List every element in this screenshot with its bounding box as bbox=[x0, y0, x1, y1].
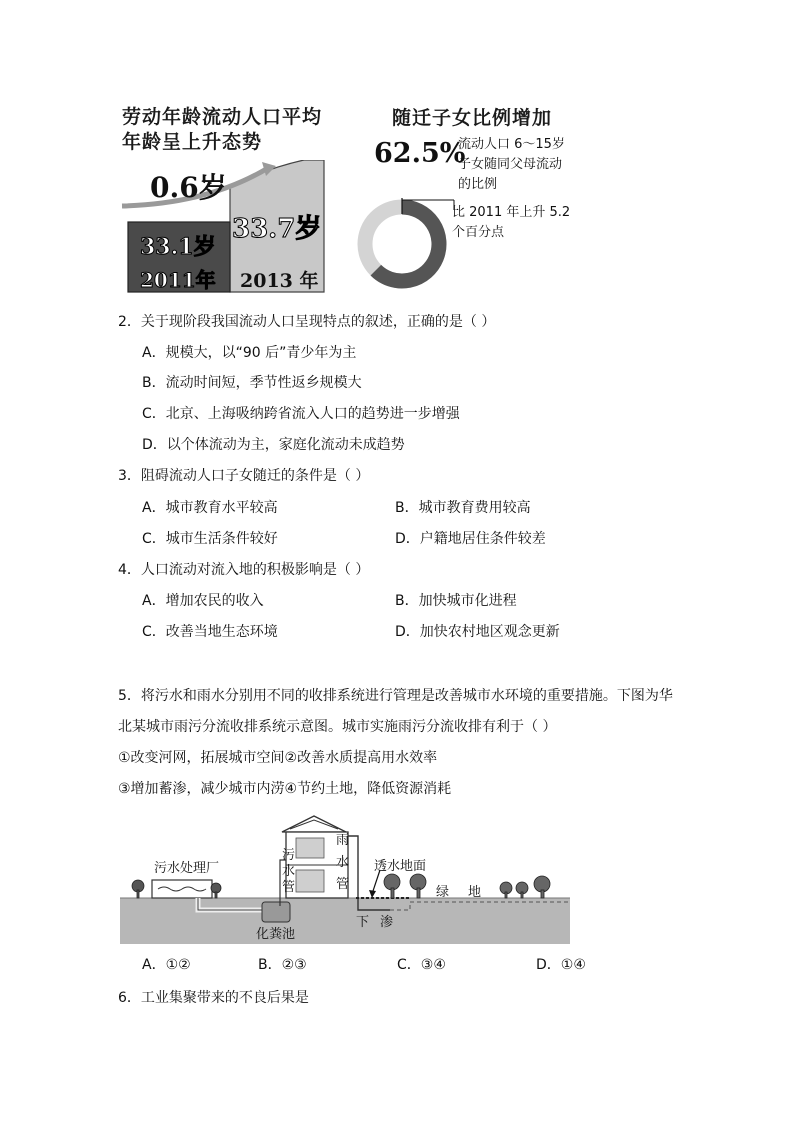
figure-age-title-line1: 劳动年龄流动人口平均 bbox=[122, 106, 323, 128]
question-5-statements-line2: ③增加蓄渗，减少城市内涝④节约土地，降低资源消耗 bbox=[118, 781, 452, 797]
green-space-label-1: 绿 bbox=[436, 885, 450, 900]
sewage-plant-label: 污水处理厂 bbox=[154, 861, 220, 876]
figure-rain-sewage-system bbox=[120, 810, 572, 946]
bar-2011-year: 2011年 bbox=[140, 268, 216, 292]
figure-age-title-line2: 年龄呈上升态势 bbox=[122, 131, 263, 153]
question-2-option-c[interactable]: C．北京、上海吸纳跨省流入人口的趋势进一步增强 bbox=[142, 406, 460, 422]
permeable-surface-label: 透水地面 bbox=[374, 859, 427, 874]
question-5-stem-line2: 北某城市雨污分流收排系统示意图。城市实施雨污分流收排有利于（ ） bbox=[118, 719, 557, 735]
septic-tank-label: 化粪池 bbox=[256, 927, 296, 942]
question-4-option-b[interactable]: B．加快城市化进程 bbox=[395, 593, 517, 609]
figure-age-trend bbox=[118, 100, 340, 296]
figure-children-ratio bbox=[348, 100, 618, 296]
question-5-stem-line1: 5．将污水和雨水分别用不同的收排系统进行管理是改善城市水环境的重要措施。下图为华 bbox=[118, 688, 673, 704]
question-3-stem: 3．阻碍流动人口子女随迁的条件是（ ） bbox=[118, 468, 370, 484]
ratio-desc-line1: 流动人口 6～15岁 bbox=[458, 137, 565, 152]
question-2-option-d[interactable]: D．以个体流动为主，家庭化流动未成趋势 bbox=[142, 437, 405, 453]
septic-tank bbox=[262, 902, 290, 922]
age-difference-label: 0.6岁 bbox=[150, 171, 227, 204]
infiltrate-label-2: 渗 bbox=[380, 915, 394, 930]
ground bbox=[120, 898, 570, 944]
question-2-option-a[interactable]: A．规模大，以“90 后”青少年为主 bbox=[142, 345, 357, 361]
ratio-percent: 62.5% bbox=[374, 138, 466, 169]
question-2-option-b[interactable]: B．流动时间短，季节性返乡规模大 bbox=[142, 375, 362, 391]
question-6-stem: 6．工业集聚带来的不良后果是 bbox=[118, 990, 309, 1006]
bar-2013-value: 33.7岁 bbox=[232, 214, 322, 244]
sewage-pipe-label: 污 水 管 bbox=[282, 848, 296, 895]
question-4-stem: 4．人口流动对流入地的积极影响是（ ） bbox=[118, 562, 370, 578]
bar-2011-value: 33.1岁 bbox=[140, 234, 216, 260]
ratio-leader-line bbox=[402, 198, 458, 210]
question-4-option-a[interactable]: A．增加农民的收入 bbox=[142, 593, 264, 609]
question-4-option-c[interactable]: C．改善当地生态环境 bbox=[142, 624, 278, 640]
ratio-note-line2: 个百分点 bbox=[452, 225, 505, 240]
question-5-statements-line1: ①改变河网，拓展城市空间②改善水质提高用水效率 bbox=[118, 750, 438, 766]
question-3-option-d[interactable]: D．户籍地居住条件较差 bbox=[395, 531, 546, 547]
question-5-option-c[interactable]: C．③④ bbox=[397, 957, 446, 973]
figure-ratio-title: 随迁子女比例增加 bbox=[392, 107, 553, 129]
question-3-option-b[interactable]: B．城市教育费用较高 bbox=[395, 500, 531, 516]
bar-2013-year: 2013 年 bbox=[240, 270, 319, 292]
rain-pipe-label: 雨 水 管 bbox=[336, 833, 350, 892]
ratio-desc-line3: 的比例 bbox=[458, 177, 498, 192]
question-4-option-d[interactable]: D．加快农村地区观念更新 bbox=[395, 624, 560, 640]
infiltrate-label-1: 下 bbox=[356, 915, 370, 930]
ratio-note-line1: 比 2011 年上升 5.2 bbox=[452, 205, 571, 220]
ratio-desc-line2: 子女随同父母流动 bbox=[458, 157, 563, 172]
green-space-label-2: 地 bbox=[468, 885, 482, 900]
question-5-option-a[interactable]: A．①② bbox=[142, 957, 191, 973]
question-3-option-a[interactable]: A．城市教育水平较高 bbox=[142, 500, 278, 516]
question-2-stem: 2．关于现阶段我国流动人口呈现特点的叙述，正确的是（ ） bbox=[118, 314, 496, 330]
question-5-option-d[interactable]: D．①④ bbox=[536, 957, 586, 973]
question-5-option-b[interactable]: B．②③ bbox=[258, 957, 307, 973]
question-3-option-c[interactable]: C．城市生活条件较好 bbox=[142, 531, 278, 547]
